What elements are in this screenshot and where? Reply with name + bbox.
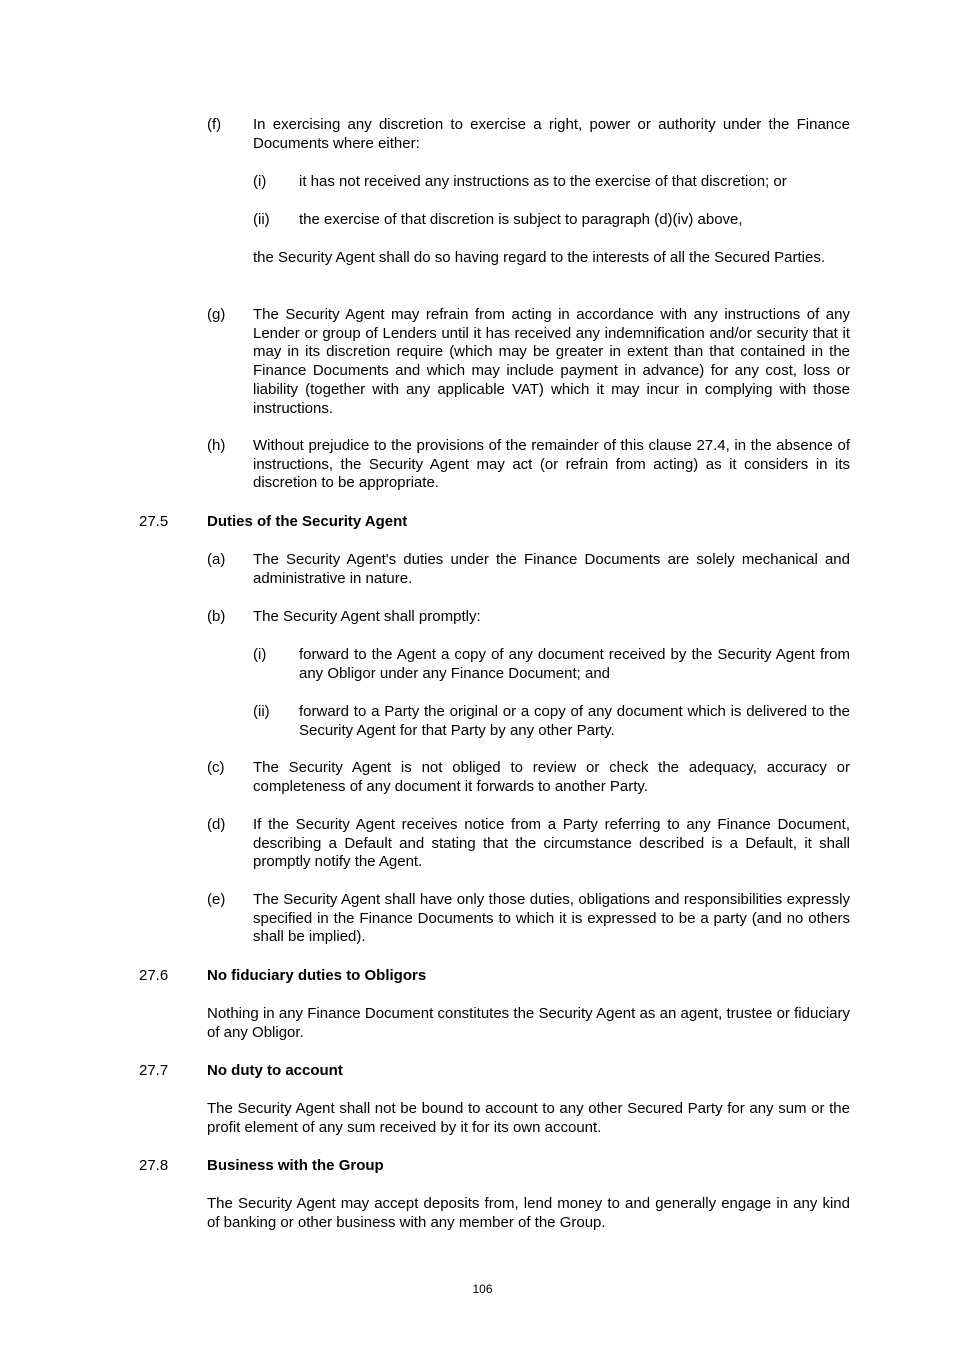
section-27-6-heading: No fiduciary duties to Obligors — [207, 967, 427, 984]
section-27-5-heading: Duties of the Security Agent — [207, 513, 408, 530]
item-27-5-b-ii-text: forward to a Party the original or a copy of any document which is delivered to the Security Agent for that Party by any other Party. — [299, 703, 850, 739]
section-27-7-number: 27.7 — [139, 1062, 169, 1079]
item-27-5-e-label: (e) — [207, 891, 226, 908]
item-27-5-a-label: (a) — [207, 551, 226, 568]
item-27-5-c-label: (c) — [207, 759, 225, 776]
item-27-5-c-text: The Security Agent is not obliged to review or check the adequacy, accuracy or completeness of any document it forwards to another Party. — [253, 759, 850, 795]
item-g-text: The Security Agent may refrain from acting in accordance with any instructions of any Lender or group of Lenders until it has received any indemnification and/or security that it may in its discretion require (which may be greater in extent than that contained in the Finance Documents and which may include payment in advance) for any cost, loss or liability (together with any applicable VAT) which it may incur in complying with those instructions. — [253, 306, 850, 417]
item-f-conclusion: the Security Agent shall do so having regard to the interests of all the Secured Parties. — [253, 249, 825, 266]
section-27-6-text: Nothing in any Finance Document constitutes the Security Agent as an agent, trustee or fiduciary of any Obligor. — [207, 1005, 850, 1041]
item-27-5-b-text: The Security Agent shall promptly: — [253, 608, 481, 625]
item-27-5-a-text: The Security Agent's duties under the Finance Documents are solely mechanical and administrative in nature. — [253, 551, 850, 587]
item-27-5-e-text: The Security Agent shall have only those duties, obligations and responsibilities expressly specified in the Finance Documents to which it is expressed to be a party (and no others shall be implied). — [253, 891, 850, 946]
section-27-8-text: The Security Agent may accept deposits from, lend money to and generally engage in any kind of banking or other business with any member of the Group. — [207, 1195, 850, 1231]
section-27-7-text: The Security Agent shall not be bound to account to any other Secured Party for any sum or the profit element of any sum received by it for its own account. — [207, 1100, 850, 1136]
item-f-label: (f) — [207, 116, 222, 133]
item-g-label: (g) — [207, 306, 226, 323]
item-27-5-b-i-text: forward to the Agent a copy of any document received by the Security Agent from any Obligor under any Finance Document; and — [299, 646, 850, 682]
page-number: 106 — [472, 1282, 493, 1296]
item-27-5-b-ii-label: (ii) — [253, 703, 270, 720]
item-f-i-label: (i) — [253, 173, 267, 190]
item-f-i-text: it has not received any instructions as to the exercise of that discretion; or — [299, 173, 787, 190]
item-27-5-d-text: If the Security Agent receives notice from a Party referring to any Finance Document, describing a Default and stating that the circumstance described is a Default, it shall promptly notify the Agent. — [253, 816, 850, 871]
item-h-text: Without prejudice to the provisions of the remainder of this clause 27.4, in the absence of instructions, the Security Agent may act (or refrain from acting) as it considers in its discretion to be appropriate. — [253, 437, 850, 492]
section-27-8-heading: Business with the Group — [207, 1157, 384, 1174]
item-27-5-b-label: (b) — [207, 608, 226, 625]
section-27-8-number: 27.8 — [139, 1157, 169, 1174]
item-27-5-b-i-label: (i) — [253, 646, 267, 663]
section-27-7-heading: No duty to account — [207, 1062, 343, 1079]
item-h-label: (h) — [207, 437, 226, 454]
item-f-ii-label: (ii) — [253, 211, 270, 228]
item-f-ii-text: the exercise of that discretion is subject to paragraph (d)(iv) above, — [299, 211, 743, 228]
item-27-5-d-label: (d) — [207, 816, 226, 833]
section-27-5-number: 27.5 — [139, 513, 169, 530]
section-27-6-number: 27.6 — [139, 967, 169, 984]
item-f-text: In exercising any discretion to exercise a right, power or authority under the Finance Documents where either: — [253, 116, 850, 152]
